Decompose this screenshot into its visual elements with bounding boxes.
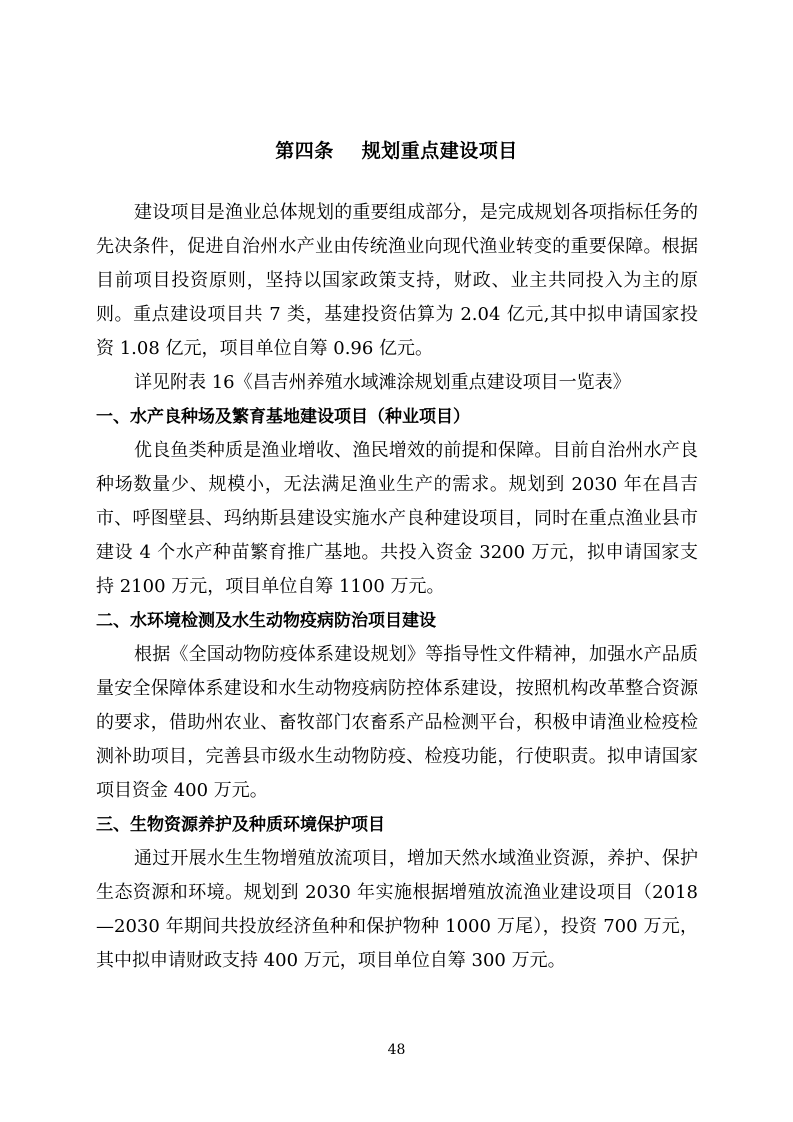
reference-line: 详见附表 16《昌吉州养殖水域滩涂规划重点建设项目一览表》 xyxy=(134,372,631,393)
page-title xyxy=(0,136,793,163)
section-paragraph-water-monitoring: 根据《全国动物防疫体系建设规划》等指导性文件精神，加强水产品质量安全保障体系建设和水生动物疫病防控体系建设，按照机构改革整合资源的要求，借助州农业、畜牧部门农畜系产品检测平台，积极申请渔业检疫检测补助项目，完善县市级水生动物防疫、检疫功能，行使职责。拟申请国家项目资金 400 万元。 xyxy=(96,644,698,801)
intro-paragraph: 建设项目是渔业总体规划的重要组成部分，是完成规划各项指标任务的先决条件，促进自治州水产业由传统渔业向现代渔业转变的重要保障。根据目前项目投资原则，坚持以国家政策支持，财政、业主共同投入为主的原则。重点建设项目共 7 类，基建投资估算为 2.04 亿元,其中拟申请国家投资 1.08 亿元，项目单位自筹 0.96 亿元。 xyxy=(96,202,698,359)
article-number: 第四条 xyxy=(275,140,334,162)
document-body xyxy=(96,196,698,978)
section-heading-water-monitoring: 二、水环境检测及水生动物疫病防治项目建设 xyxy=(96,611,436,631)
page-number: 48 xyxy=(387,1042,406,1058)
section-paragraph-resource-protection: 通过开展水生生物增殖放流项目，增加天然水域渔业资源，养护、保护生态资源和环境。规划到 2030 年实施根据增殖放流渔业建设项目（2018—2030 年期间共投放经济鱼种和保护物种 1000 万尾），投资 700 万元，其中拟申请财政支持 400 万元，项目单位自筹 300 万元。 xyxy=(96,848,698,971)
article-title: 规划重点建设项目 xyxy=(361,140,518,162)
section-paragraph-seed-industry: 优良鱼类种质是渔业增收、渔民增效的前提和保障。目前自治州水产良种场数量少、规模小，无法满足渔业生产的需求。规划到 2030 年在昌吉市、呼图壁县、玛纳斯县建设实施水产良种建设项目，同时在重点渔业县市建设 4 个水产种苗繁育推广基地。共投入资金 3200 万元，拟申请国家支持 2100 万元，项目单位自筹 1100 万元。 xyxy=(96,440,698,597)
section-heading-resource-protection: 三、生物资源养护及种质环境保护项目 xyxy=(96,815,385,835)
section-heading-seed-industry: 一、水产良种场及繁育基地建设项目（种业项目） xyxy=(96,407,470,427)
